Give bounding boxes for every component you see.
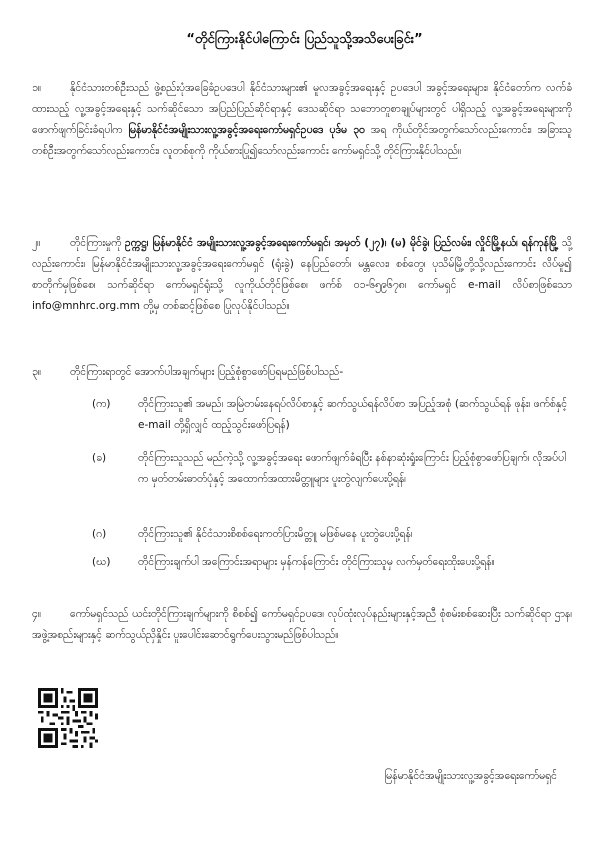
paragraph-number: ၂။ [32, 237, 41, 249]
paragraph-1 [32, 78, 572, 162]
paragraph-3 [32, 362, 572, 383]
item-marker: (ဂ) [92, 528, 107, 540]
paragraph-text: ကော်မရှင်သည် ယင်းတိုင်ကြားချက်များကို စိစစ်၍ ကော်မရှင်ဥပဒေ၊ လုပ်ထုံးလုပ်နည်းများနှင့်အညီ စုံစမ်းစစ်ဆေးပြီး သက်ဆိုင်ရာ ဌာန၊ အဖွဲ့အစည်းများနှင့် ဆက်သွယ်ညှိနှိုင်း ပူးပေါင်းဆောင်ရွက်ပေးသွားမည်ဖြစ်ပါသည်။ [32, 608, 572, 641]
law-reference: မြန်မာနိုင်ငံအမျိုးသားလူ့အခွင့်အရေးကော်မရှင်ဥပဒေ ပုဒ်မ ၃၀ [128, 124, 365, 136]
paragraph-text: တိုင်ကြားရာတွင် အောက်ပါအချက်များ ပြည့်စုံစွာဖော်ပြရမည်ဖြစ်ပါသည်- [70, 366, 344, 378]
paragraph-text: တိုင်ကြားမှုကို [70, 237, 122, 249]
item-marker: (ခ) [92, 452, 107, 464]
paragraph-text: အရ ကိုယ်တိုင်အတွက်သော်လည်းကောင်း၊ အခြားသူတစ်ဦးအတွက်သော်လည်းကောင်း၊ လူတစ်စုကို ကိုယ်စားပြု၍သော်လည်းကောင်း ကော်မရှင်သို့ တိုင်ကြားနိုင်ပါသည်။ [32, 124, 572, 157]
requirement-item [92, 524, 572, 545]
requirement-item [92, 448, 572, 490]
paragraph-number: ၄။ [32, 608, 42, 620]
paragraph-2 [32, 233, 572, 317]
paragraph-number: ၁။ [32, 82, 42, 94]
item-text: တိုင်ကြားသူသည် မည်ကဲ့သို့ လူ့အခွင့်အရေး ဖောက်ဖျက်ခံရပြီး နစ်နာဆုံးရှုံးကြောင်း ပြည့်စုံစွာဖော်ပြချက်၊ လိုအပ်ပါက မှတ်တမ်းဓာတ်ပုံနှင့် အထောက်အထားမိတ္တူများ ပူးတွဲလျက်ပေးပို့ရန်၊ [138, 452, 566, 485]
signature-organization: မြန်မာနိုင်ငံအမျိုးသားလူ့အခွင့်အရေးကော်မရှင် [384, 770, 557, 782]
qr-code-icon[interactable] [38, 688, 98, 748]
item-text: တိုင်ကြားချက်ပါ အကြောင်းအရာများ မှန်ကန်ကြောင်း တိုင်ကြားသူမှ လက်မှတ်ရေးထိုးပေးပို့ရန်။ [138, 556, 495, 568]
item-text: တိုင်ကြားသူ၏ နိုင်ငံသားစိစစ်ရေးကတ်ပြားမိတ္တူ မဖြစ်မနေ ပူးတွဲပေးပို့ရန်၊ [138, 528, 413, 540]
paragraph-number: ၃။ [32, 366, 42, 378]
paragraph-text: နိုင်ငံသားတစ်ဦးသည် ဖွဲ့စည်းပုံအခြေခံဥပဒေပါ နိုင်ငံသားများ၏ မူလအခွင့်အရေးနှင့် ဥပဒေပါ အခွင့်အရေးများ၊ နိုင်ငံတော်က လက်ခံထားသည့် လူ့အခွင့်အရေးနှင့် သက်ဆိုင်သော အပြည်ပြည်ဆိုင်ရာနှင့် ဒေသဆိုင်ရာ သဘောတူစာချုပ်များတွင် ပါရှိသည့် လူ့အခွင့်အရေးများကို ဖောက်ဖျက်ခြင်းခံရပါက [32, 82, 572, 136]
item-marker: (ဃ) [92, 556, 111, 568]
document-title: “တိုင်ကြားနိုင်ပါကြောင်း ပြည်သူသို့အသိပေးခြင်း” [186, 32, 423, 47]
paragraph-4 [32, 604, 572, 646]
requirement-item [92, 394, 572, 436]
item-text: တိုင်ကြားသူ၏ အမည်၊ အမြဲတမ်းနေရပ်လိပ်စာနှင့် ဆက်သွယ်ရန်လိပ်စာ အပြည့်အစုံ (ဆက်သွယ်ရန် ဖုန်း၊ ဖက်စ်နှင့် e-mail တို့ရှိလျှင် ထည့်သွင်းဖော်ပြရန်) [138, 398, 568, 431]
requirement-item [92, 552, 572, 573]
address-bold: ဥက္ကဋ္ဌ၊ မြန်မာနိုင်ငံ အမျိုးသားလူ့အခွင့်အရေးကော်မရှင်၊ အမှတ် (၂၇)၊ (မ) မိုင်ခွဲ၊ ပြည်လမ်း၊ လှိုင်မြို့နယ်၊ ရန်ကုန်မြို့ [124, 237, 559, 249]
paragraph-text: သို့လည်းကောင်း၊ မြန်မာနိုင်ငံအမျိုးသားလူ့အခွင့်အရေးကော်မရှင် (ရုံးခွဲ) နေပြည်တော်၊ မန္တလေး၊ စစ်တွေ၊ ပုသိမ်မြို့တို့သို့လည်းကောင်း လိပ်မူ၍ စာတိုက်မှဖြစ်စေ၊ သက်ဆိုင်ရာ ကော်မရှင်ရုံးသို့ လူကိုယ်တိုင်ဖြစ်စေ၊ ဖက်စ် ၀၁-၆၅၉၆၇၈၊ ကော်မရှင် e-mail လိပ်စာဖြစ်သော info@mnhrc.org.mm တို့မှ တစ်ဆင့်ဖြစ်စေ ပြုလုပ်နိုင်ပါသည်။ [32, 237, 572, 312]
item-marker: (က) [92, 398, 111, 410]
